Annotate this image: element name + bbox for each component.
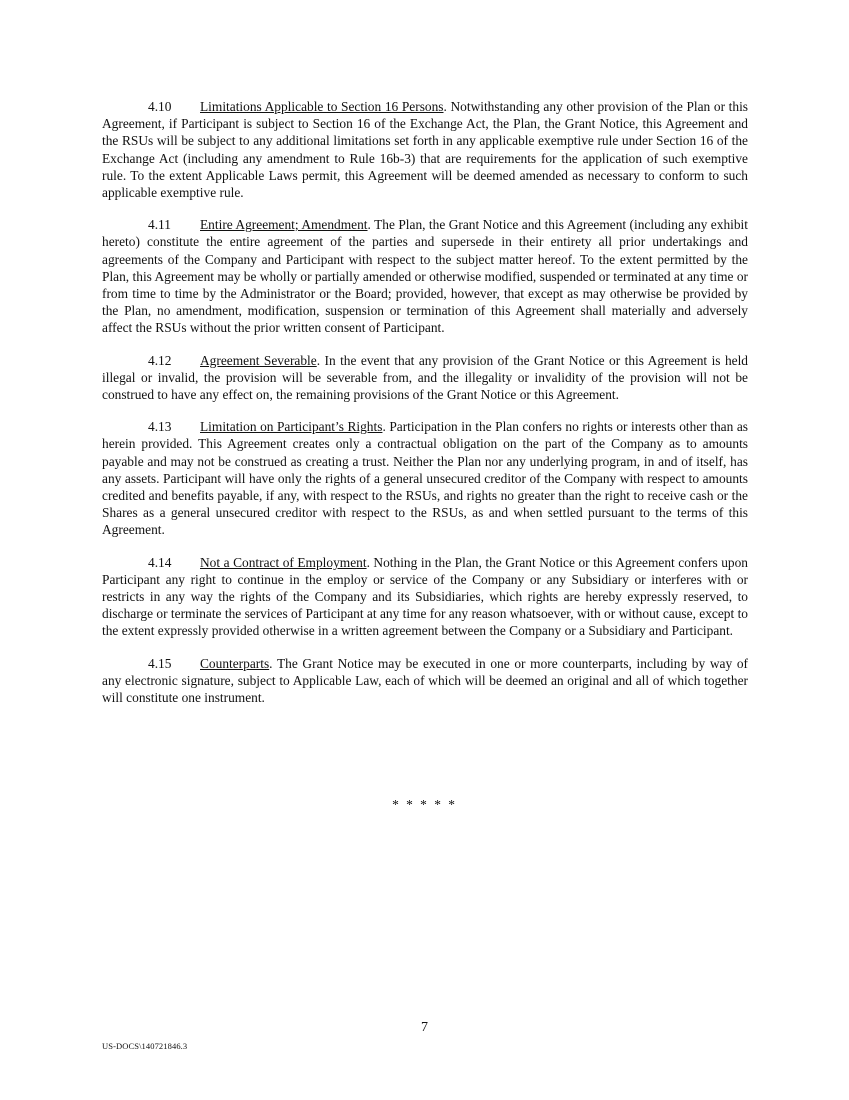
section-text: . In the event that any provision of the Grant Notice or this Agreement is held illegal or invalid, the provision will be severable from, and the illegality or invalidity of the provision will not be construed to have any effect on, the remaining provisions of the Grant Notice or this Agreement. bbox=[102, 352, 748, 403]
section-text: . The Grant Notice may be executed in one or more counterparts, including by way of any electronic signature, subject to Applicable Law, each of which will be deemed an original and all of which together will constitute one instrument. bbox=[102, 655, 748, 706]
section-number: 4.14 bbox=[148, 554, 172, 570]
section-title: Counterparts bbox=[200, 655, 270, 671]
page-number: 7 bbox=[421, 1020, 428, 1035]
section-4-15 bbox=[102, 655, 748, 707]
section-number: 4.15 bbox=[148, 655, 172, 671]
section-text: . Notwithstanding any other provision of the Plan or this Agreement, if Participant is subject to Section 16 of the Exchange Act, the Plan, the Grant Notice, this Agreement and the RSUs will be subject to any additional limitations set forth in any applicable exemptive rule under Section 16 of the Exchange Act (including any amendment to Rule 16b-3) that are requirements for the application of such exemptive rule. To the extent Applicable Laws permit, this Agreement will be deemed amended as necessary to conform to such applicable exemptive rule. bbox=[102, 99, 748, 201]
section-text: . Nothing in the Plan, the Grant Notice or this Agreement confers upon Participant any right to continue in the employ or service of the Company or any Subsidiary or interferes with or restricts in any way the rights of the Company and its Subsidiaries, which rights are hereby expressly reserved, to discharge or terminate the services of Participant at any time for any reason whatsoever, with or without cause, except to the extent expressly provided otherwise in a written agreement between the Company or a Subsidiary and Participant. bbox=[102, 554, 748, 639]
section-4-13 bbox=[102, 418, 748, 538]
document-body bbox=[102, 98, 748, 721]
section-4-14 bbox=[102, 554, 748, 640]
end-of-document-marker: * * * * * bbox=[392, 797, 457, 812]
section-number: 4.13 bbox=[148, 419, 172, 435]
section-title: Agreement Severable bbox=[200, 352, 317, 368]
section-number: 4.12 bbox=[148, 352, 172, 368]
section-title: Entire Agreement; Amendment bbox=[200, 217, 368, 233]
section-4-10 bbox=[102, 98, 748, 201]
section-title: Limitation on Participant’s Rights bbox=[200, 419, 383, 435]
section-4-11 bbox=[102, 216, 748, 336]
section-number: 4.10 bbox=[148, 99, 172, 114]
section-title: Not a Contract of Employment bbox=[200, 554, 367, 570]
section-4-12 bbox=[102, 352, 748, 404]
document-id: US-DOCS\140721846.3 bbox=[102, 1041, 188, 1051]
section-text: . The Plan, the Grant Notice and this Agreement (including any exhibit hereto) constitute the entire agreement of the parties and supersede in their entirety all prior undertakings and agreements of the Company and Participant with respect to the subject matter hereof. To the extent permitted by the Plan, this Agreement may be wholly or partially amended or otherwise modified, suspended or terminated at any time or from time to time by the Administrator or the Board; provided, however, that except as may otherwise be provided by the Plan, no amendment, modification, suspension or termination of this Agreement shall materially and adversely affect the RSUs without the prior written consent of Participant. bbox=[102, 217, 748, 336]
section-number: 4.11 bbox=[148, 217, 171, 233]
section-text: . Participation in the Plan confers no rights or interests other than as herein provided. This Agreement creates only a contractual obligation on the part of the Company as to amounts payable and may not be construed as creating a trust. Neither the Plan nor any underlying program, in and of itself, has any assets. Participant will have only the rights of a general unsecured creditor of the Company with respect to amounts credited and benefits payable, if any, with respect to the RSUs, and rights no greater than the right to receive cash or the Shares as a general unsecured creditor with respect to the RSUs, as and when settled pursuant to the terms of this Agreement. bbox=[102, 419, 748, 538]
section-title: Limitations Applicable to Section 16 Persons bbox=[200, 99, 444, 114]
